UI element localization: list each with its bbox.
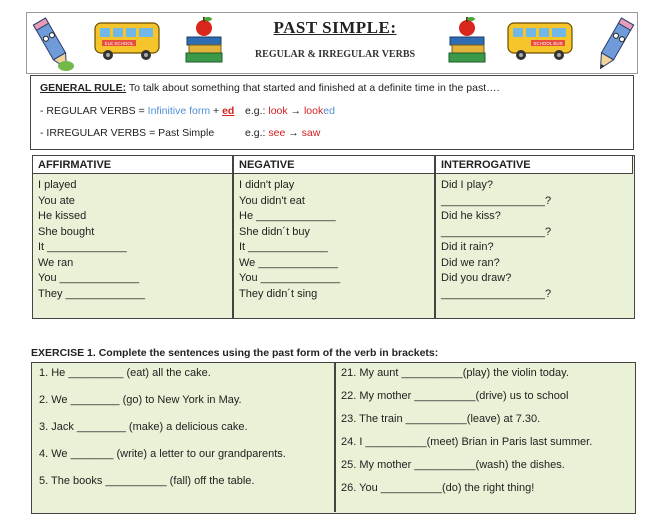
- general-rule-text: To talk about something that started and finished at a definite time in the past….: [128, 82, 500, 94]
- header-affirmative: AFFIRMATIVE: [38, 159, 112, 171]
- table-cell: You didn't eat: [239, 194, 305, 207]
- table-cell: _________________?: [441, 287, 552, 300]
- table-cell: _________________?: [441, 194, 552, 207]
- table-cell: I played: [38, 179, 77, 191]
- regular-verbs-line: [40, 105, 234, 117]
- regular-example: [245, 105, 335, 117]
- table-header-row: [32, 155, 633, 174]
- exercise-item: 4. We _______ (write) a letter to our grandparents.: [39, 448, 286, 460]
- eg-label-irregular: e.g.:: [245, 127, 269, 139]
- table-divider: [434, 155, 436, 318]
- books-apple-icon-right: [446, 14, 488, 66]
- table-cell: You _____________: [38, 272, 140, 284]
- exercise-item: 3. Jack ________ (make) a delicious cake.: [39, 421, 248, 433]
- arrow-icon: →: [287, 105, 304, 117]
- arrow-icon-irregular: →: [285, 127, 302, 139]
- negative-column: [239, 179, 340, 303]
- pencil-character-icon-right: [592, 14, 636, 76]
- exercise-item: 22. My mother __________(drive) us to school: [341, 390, 569, 402]
- school-bus-icon-right: [505, 17, 577, 63]
- table-cell: Did I play?: [441, 179, 493, 191]
- plus-sign: +: [210, 105, 223, 117]
- school-bus-icon: [92, 17, 164, 63]
- interrogative-column: [441, 179, 551, 303]
- table-cell: We _____________: [239, 256, 338, 269]
- table-cell: You _____________: [239, 272, 341, 284]
- table-cell: She bought: [38, 225, 95, 238]
- exercise-divider: [334, 362, 336, 512]
- header-interrogative: INTERROGATIVE: [441, 159, 531, 171]
- table-cell: He _____________: [239, 210, 336, 222]
- table-cell: Did he kiss?: [441, 210, 501, 222]
- page-subtitle: REGULAR & IRREGULAR VERBS: [254, 49, 416, 60]
- ed-suffix: ed: [222, 105, 235, 117]
- regular-verbs-label: - REGULAR VERBS =: [40, 105, 148, 117]
- table-cell: You ate: [38, 194, 75, 207]
- exercise-item: 26. You __________(do) the right thing!: [341, 482, 535, 494]
- table-cell: He kissed: [38, 210, 87, 222]
- example-see: see: [268, 127, 286, 139]
- pencil-character-icon: [28, 14, 78, 76]
- exercise-item: 21. My aunt __________(play) the violin today.: [341, 367, 569, 379]
- header-negative: NEGATIVE: [239, 159, 295, 171]
- exercise-item: 23. The train __________(leave) at 7.30.: [341, 413, 541, 425]
- bus-sign-text: ELE SCHOOL: [104, 41, 134, 46]
- general-rule-line: [40, 82, 500, 94]
- irregular-example: [245, 127, 320, 139]
- exercise-item: 1. He _________ (eat) all the cake.: [39, 367, 211, 379]
- table-cell: It _____________: [38, 241, 127, 253]
- table-cell: Did you draw?: [441, 272, 512, 284]
- table-cell: They _____________: [38, 287, 146, 300]
- example-looked-base: look: [303, 105, 324, 117]
- table-cell: _________________?: [441, 225, 552, 238]
- example-saw: saw: [301, 127, 321, 139]
- table-cell: Did it rain?: [441, 241, 494, 253]
- table-cell: I didn't play: [239, 179, 295, 191]
- example-look: look: [268, 105, 288, 117]
- exercise-item: 5. The books __________ (fall) off the table.: [39, 475, 255, 487]
- exercise-item: 2. We ________ (go) to New York in May.: [39, 394, 242, 406]
- exercise-item: 25. My mother __________(wash) the dishes.: [341, 459, 565, 471]
- table-cell: Did we ran?: [441, 256, 500, 269]
- table-cell: We ran: [38, 256, 74, 269]
- table-divider: [232, 155, 234, 318]
- bus-sign-text-right: SCHOOL BUS: [533, 41, 563, 46]
- page-title: PAST SIMPLE:: [273, 18, 397, 37]
- general-rule-label: GENERAL RULE:: [40, 82, 127, 94]
- exercise-item: 24. I __________(meet) Brian in Paris last summer.: [341, 436, 593, 448]
- affirmative-column: [38, 179, 145, 303]
- table-cell: It _____________: [239, 241, 328, 253]
- infinitive-form-text: Infinitive form: [147, 105, 211, 117]
- eg-label: e.g.:: [245, 105, 269, 117]
- table-cell: She didn´t buy: [239, 225, 310, 238]
- irregular-verbs-line: - IRREGULAR VERBS = Past Simple: [40, 127, 215, 139]
- example-looked-ed: ed: [323, 105, 335, 117]
- table-cell: They didn´t sing: [239, 287, 318, 300]
- exercise-title: EXERCISE 1. Complete the sentences using the past form of the verb in brackets:: [31, 347, 439, 359]
